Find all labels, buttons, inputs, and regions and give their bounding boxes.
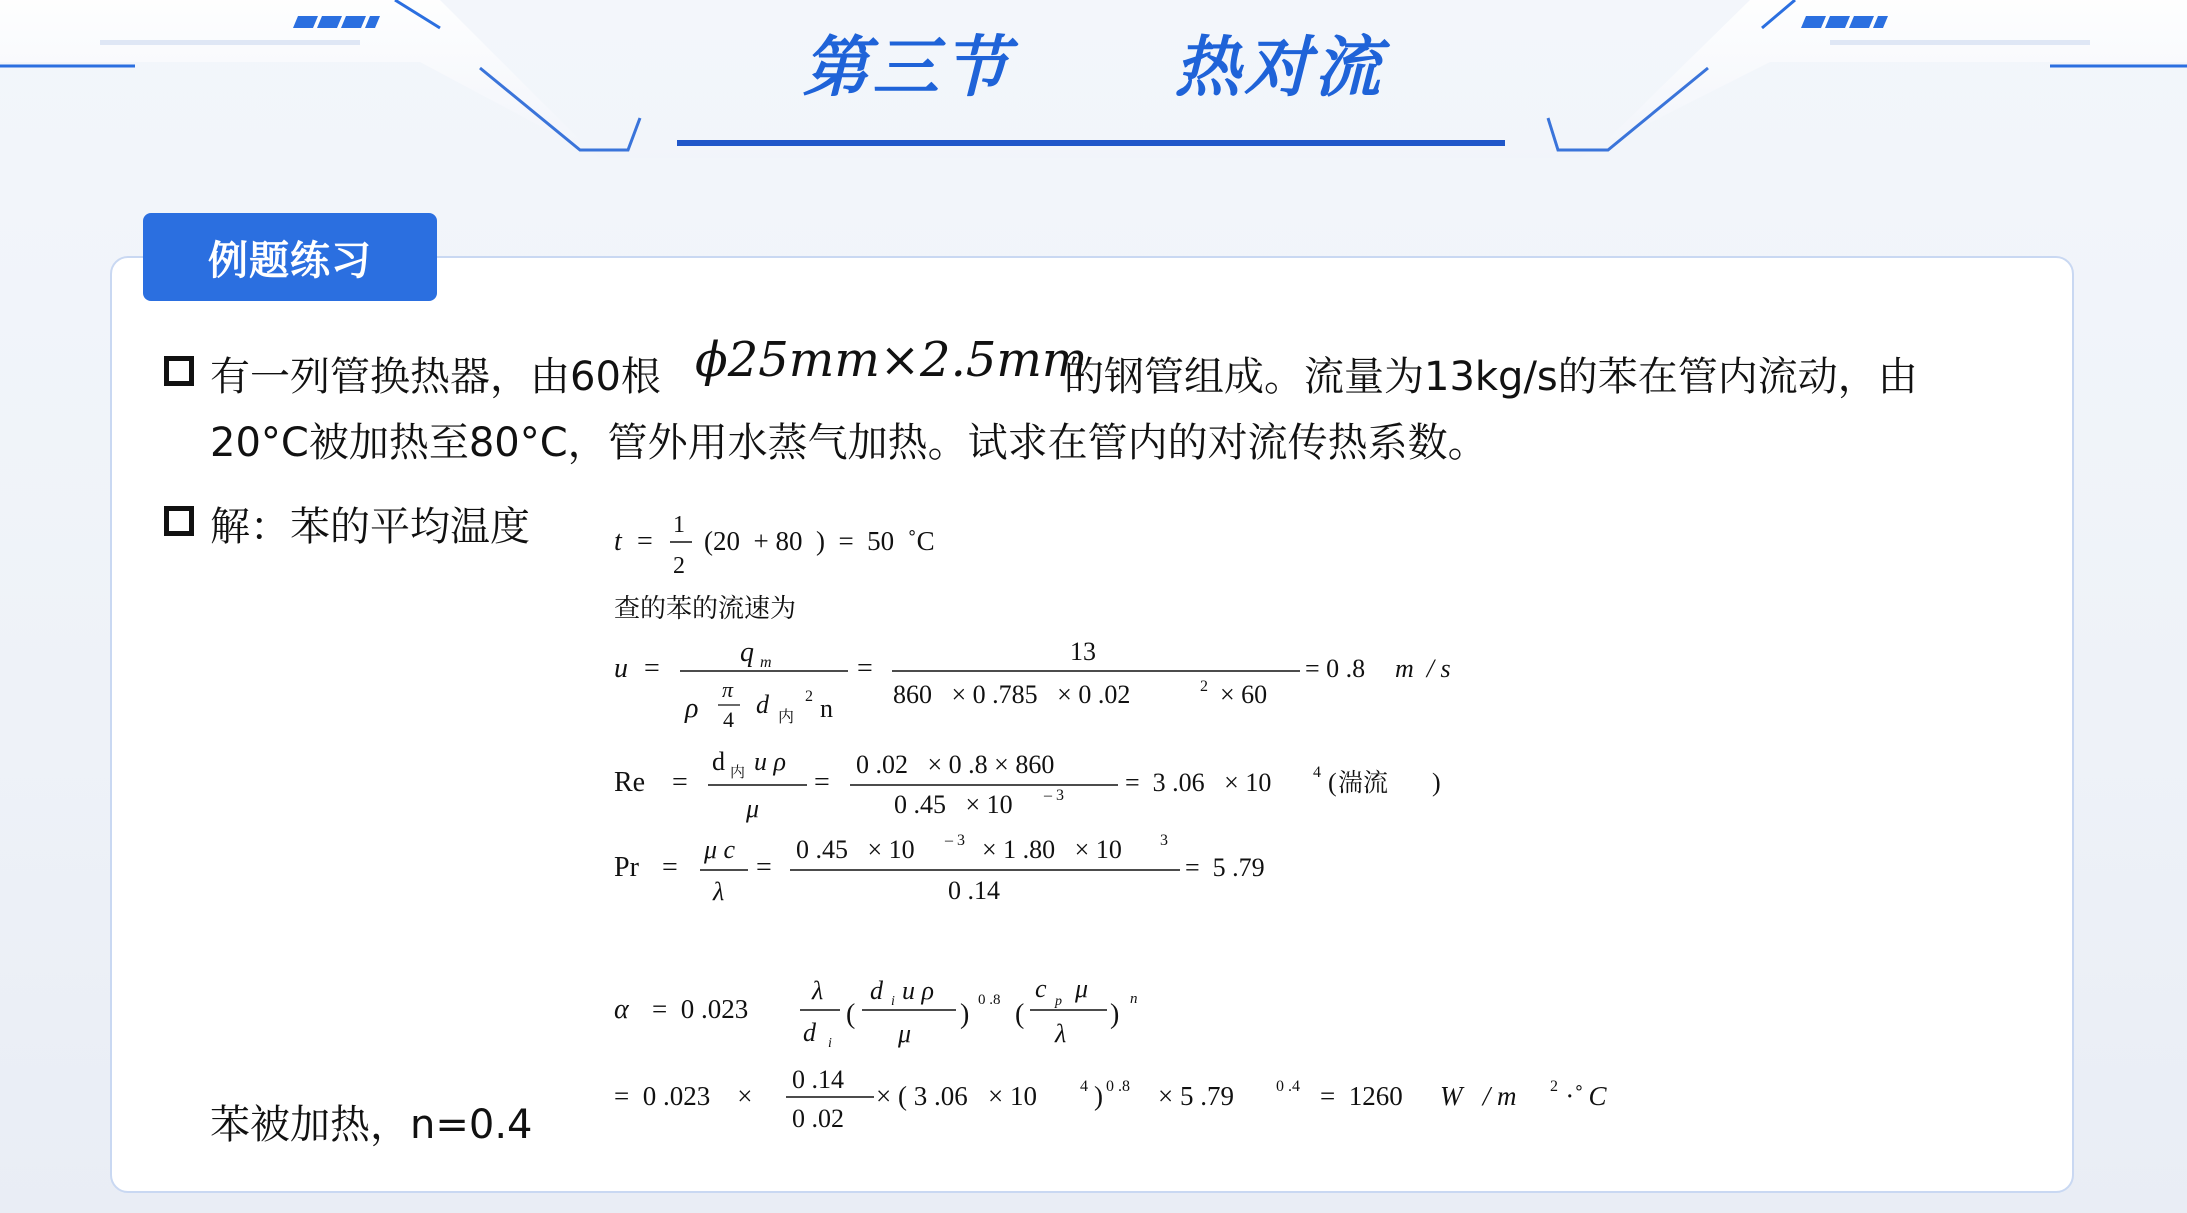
- svg-text:0 .14: 0 .14: [948, 876, 1000, 905]
- equation-block: [600, 505, 1660, 1145]
- eq-final: = 0 .023 ×: [614, 1081, 753, 1111]
- svg-text:c: c: [1035, 974, 1047, 1003]
- svg-text:0 .45 × 10: 0 .45 × 10: [796, 835, 915, 864]
- svg-text:内: 内: [778, 707, 795, 726]
- svg-text:= 0 .8: = 0 .8: [1305, 654, 1366, 683]
- svg-text:·˚ C: ·˚ C: [1566, 1081, 1607, 1111]
- svg-text:内: 内: [730, 763, 746, 781]
- svg-text:n: n: [820, 694, 833, 723]
- svg-text:=: =: [662, 852, 678, 883]
- svg-text:): ): [1094, 1081, 1103, 1111]
- section-badge: 例题练习: [143, 213, 437, 301]
- svg-text:π: π: [722, 677, 734, 702]
- svg-text:m: m: [760, 654, 772, 671]
- svg-text:2: 2: [1200, 678, 1208, 695]
- svg-text:× 1 .80 × 10: × 1 .80 × 10: [982, 835, 1122, 864]
- eq-lookup: 查的苯的流速为: [614, 594, 797, 624]
- svg-text:0 .45 × 10: 0 .45 × 10: [894, 790, 1013, 819]
- svg-text:i: i: [891, 994, 895, 1009]
- heated-note: 苯被加热，n=0.4: [210, 1102, 533, 1148]
- svg-text:λ: λ: [713, 877, 725, 906]
- svg-text:n: n: [1130, 991, 1138, 1007]
- eq-u-num: q: [740, 637, 754, 668]
- svg-text:λ: λ: [1055, 1019, 1067, 1048]
- svg-text:× 60: × 60: [1220, 680, 1268, 709]
- svg-text:i: i: [828, 1036, 832, 1051]
- pipe-spec: ϕ25mm×2.5mm: [695, 332, 1088, 388]
- svg-text:): ): [1432, 768, 1441, 797]
- bullet-checkbox: [164, 506, 194, 536]
- svg-text:= 3 .06 × 10: = 3 .06 × 10: [1125, 768, 1272, 797]
- svg-text:): ): [1110, 999, 1120, 1030]
- svg-text:): ): [960, 999, 970, 1030]
- page-title: 第三节 热对流: [802, 29, 1385, 106]
- problem-text-line1-b: 的钢管组成。流量为13kg/s的苯在管内流动，由: [1064, 354, 1918, 400]
- svg-text:× 5 .79: × 5 .79: [1158, 1081, 1234, 1111]
- eq-t-num: 1: [673, 512, 685, 538]
- eq-re-note: 湍流: [1338, 768, 1389, 797]
- eq-t-den: 2: [673, 553, 685, 579]
- eq-re-lhs: Re: [614, 767, 646, 798]
- eq-alpha-lhs: α: [614, 994, 629, 1025]
- svg-text:=: =: [857, 653, 873, 684]
- svg-text:× ( 3 .06 × 10: × ( 3 .06 × 10: [876, 1081, 1037, 1111]
- svg-text:μ c: μ c: [704, 835, 736, 864]
- svg-text:ρ: ρ: [685, 693, 699, 724]
- problem-text-line2: 20°C被加热至80°C，管外用水蒸气加热。试求在管内的对流传热系数。: [210, 420, 1488, 466]
- svg-text:(: (: [1015, 999, 1025, 1030]
- svg-text:– 3: – 3: [1044, 787, 1064, 804]
- svg-text:= 5 .79: = 5 .79: [1185, 853, 1265, 882]
- svg-text:=: =: [814, 767, 830, 798]
- svg-text:=: =: [672, 767, 688, 798]
- svg-text:0 .4: 0 .4: [1276, 1078, 1300, 1095]
- svg-text:= 1260: = 1260: [1320, 1081, 1403, 1111]
- svg-text:u ρ: u ρ: [754, 747, 786, 776]
- svg-text:(: (: [1328, 768, 1337, 797]
- svg-text:2: 2: [1550, 1078, 1558, 1095]
- problem-text-line1-a: 有一列管换热器，由60根: [210, 354, 661, 400]
- svg-text:860 × 0 .785 × 0 .02: 860 × 0 .785 × 0 .02: [893, 680, 1131, 709]
- svg-text:4: 4: [723, 707, 734, 732]
- svg-text:– 3: – 3: [945, 832, 965, 849]
- svg-text:4: 4: [1080, 1078, 1088, 1095]
- svg-text:m / s: m / s: [1395, 654, 1451, 683]
- eq-pr-lhs: Pr: [614, 852, 639, 883]
- svg-text:p: p: [1055, 994, 1062, 1009]
- svg-text:0 .02 × 0 .8 × 860: 0 .02 × 0 .8 × 860: [856, 750, 1055, 779]
- svg-text:W / m: W / m: [1440, 1081, 1517, 1111]
- svg-text:d: d: [756, 690, 769, 719]
- svg-text:= 0 .023: = 0 .023: [652, 994, 749, 1024]
- eq-t-rhs: (20 + 80 ) = 50 ˚C: [704, 526, 935, 556]
- svg-text:μ: μ: [1075, 974, 1089, 1003]
- solution-label: 解：苯的平均温度: [210, 504, 530, 550]
- svg-text:μ: μ: [746, 794, 760, 823]
- svg-text:d: d: [870, 976, 883, 1005]
- svg-text:μ: μ: [898, 1019, 912, 1048]
- svg-text:0 .02: 0 .02: [792, 1104, 844, 1133]
- svg-text:0 .8: 0 .8: [1106, 1078, 1130, 1095]
- svg-text:4: 4: [1313, 764, 1321, 781]
- eq-t-lhs: t: [614, 526, 622, 557]
- svg-text:=: =: [637, 526, 653, 557]
- svg-text:13: 13: [1070, 637, 1096, 666]
- svg-text:(: (: [846, 999, 856, 1030]
- svg-text:λ: λ: [812, 976, 824, 1005]
- svg-text:d: d: [803, 1018, 816, 1047]
- svg-text:=: =: [756, 852, 772, 883]
- svg-text:u ρ: u ρ: [902, 976, 934, 1005]
- svg-text:0 .8: 0 .8: [978, 992, 1001, 1008]
- svg-text:=: =: [644, 653, 660, 684]
- svg-text:0 .14: 0 .14: [792, 1065, 844, 1094]
- svg-text:3: 3: [1160, 832, 1168, 849]
- bullet-checkbox: [164, 356, 194, 386]
- svg-text:d: d: [712, 747, 725, 776]
- eq-u-lhs: u: [614, 653, 628, 684]
- svg-text:2: 2: [805, 688, 813, 705]
